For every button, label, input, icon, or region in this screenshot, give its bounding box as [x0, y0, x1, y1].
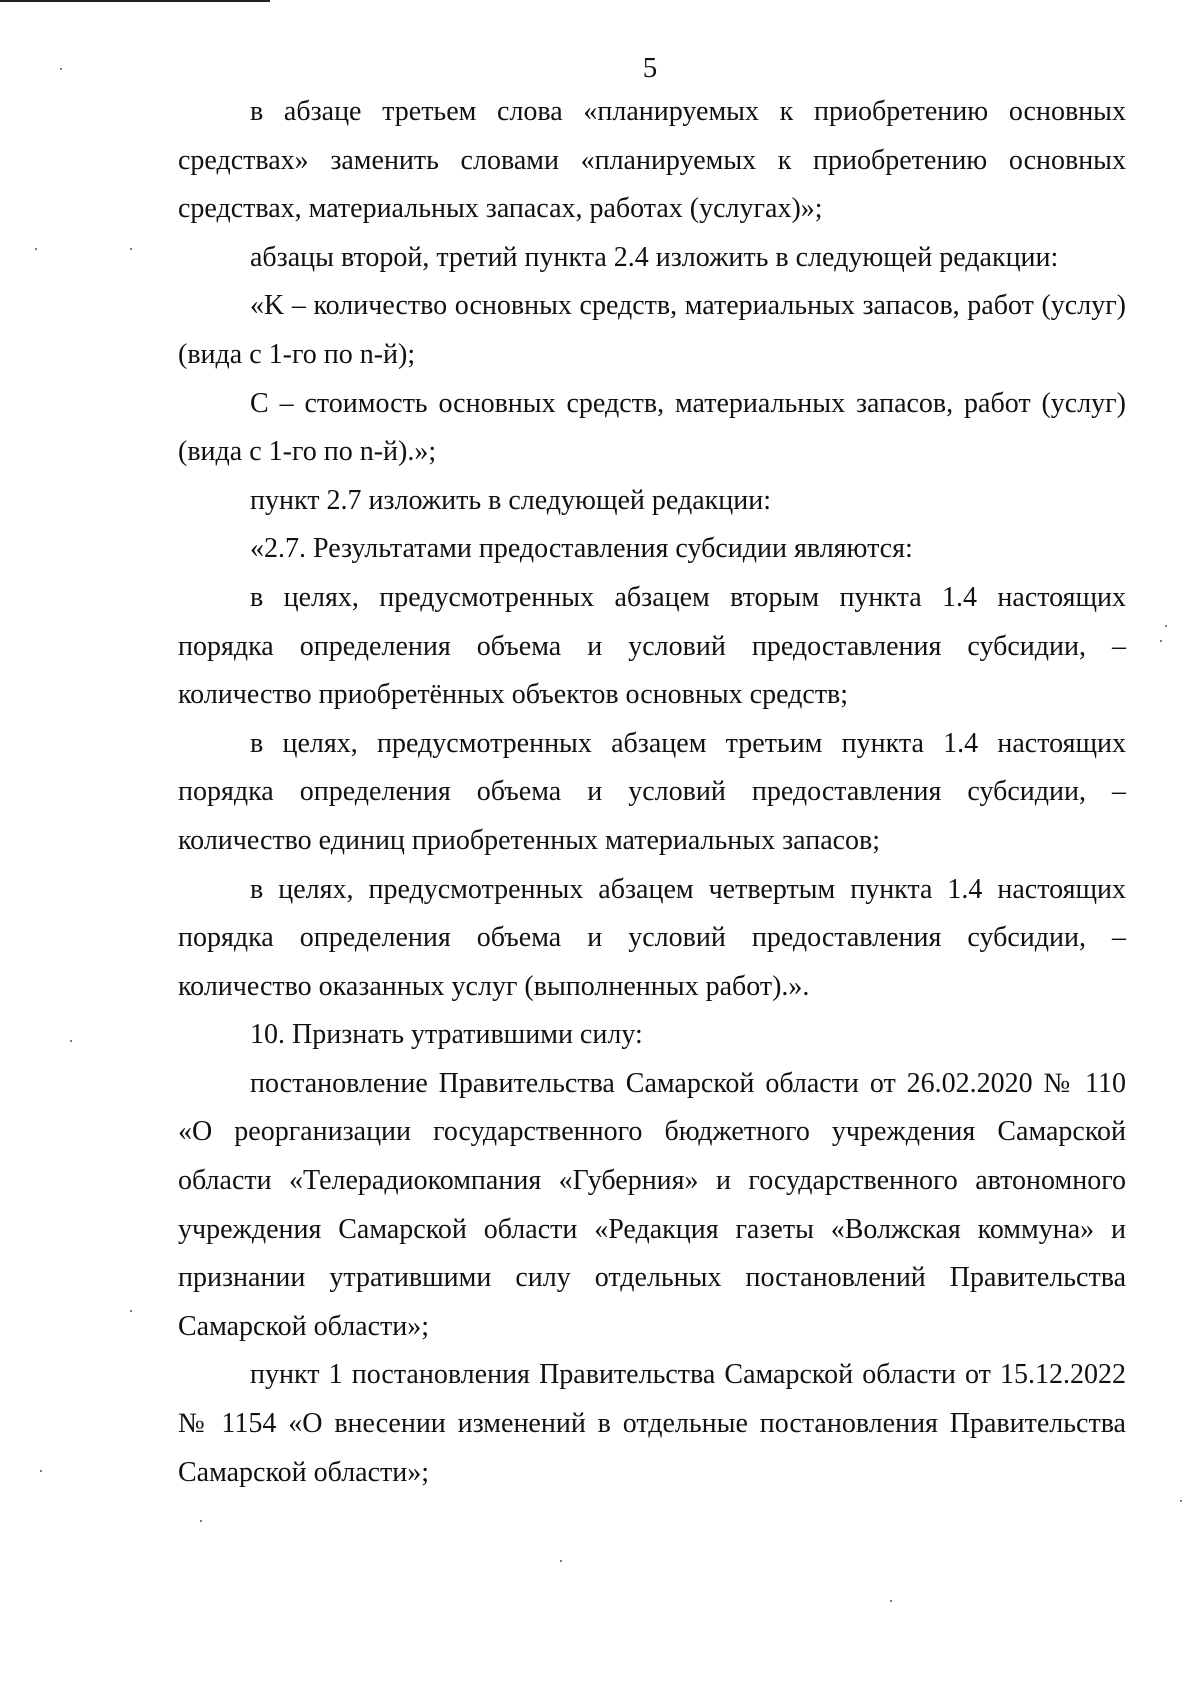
- scan-speck: [130, 248, 132, 250]
- paragraph: пункт 2.7 изложить в следующей редакции:: [250, 484, 771, 516]
- document-body: [178, 88, 1126, 1497]
- paragraph: абзацы второй, третий пункта 2.4 изложить в следующей редакции:: [250, 241, 1059, 273]
- page-number: 5: [642, 52, 658, 84]
- paragraph: «K – количество основных средств, материальных запасов, работ (услуг) (вида с 1-го по n-й);: [178, 290, 1126, 370]
- paragraph: 10. Признать утратившими силу:: [250, 1019, 643, 1051]
- paragraph: C – стоимость основных средств, материальных запасов, работ (услуг) (вида с 1-го по n-й).»;: [178, 387, 1126, 468]
- scan-speck: [130, 1310, 132, 1312]
- paragraph: пункт 1 постановления Правительства Самарской области от 15.12.2022 № 1154 «О внесении изменений в отдельные постановления Правительства Самарской области»;: [178, 1359, 1126, 1488]
- scan-edge-line: [0, 0, 270, 2]
- paragraph: постановление Правительства Самарской области от 26.02.2020 № 110 «О реорганизации государственного бюджетного учреждения Самарской области «Телерадиокомпания «Губерния» и государственного автономного учреждения Самарской области «Редакция газеты «Волжская коммуна» и признании утратившими силу отдельных постановлений Правительства Самарской области»;: [178, 1067, 1126, 1342]
- scan-speck: [200, 1520, 202, 1522]
- scan-speck: [1180, 1500, 1182, 1502]
- scan-speck: [70, 1040, 72, 1042]
- paragraph: в целях, предусмотренных абзацем вторым пункта 1.4 настоящих порядка определения объема и условий предоставления субсидии, – количество приобретённых объектов основных средств;: [178, 581, 1126, 711]
- scan-speck: [40, 1470, 42, 1472]
- scan-speck: [560, 1560, 562, 1562]
- scan-speck: [890, 1600, 892, 1602]
- scan-speck: [35, 248, 37, 250]
- scan-speck: [60, 68, 62, 70]
- paragraph: в абзаце третьем слова «планируемых к приобретению основных средствах» заменить словами «планируемых к приобретению основных средствах, материальных запасах, работах (услугах)»;: [178, 96, 1126, 225]
- scan-speck: [1160, 640, 1162, 642]
- scan-speck: [1165, 625, 1167, 627]
- paragraph: «2.7. Результатами предоставления субсидии являются:: [250, 533, 913, 565]
- paragraph: в целях, предусмотренных абзацем четвертым пункта 1.4 настоящих порядка определения объема и условий предоставления субсидии, – количество оказанных услуг (выполненных работ).».: [178, 873, 1126, 1002]
- paragraph: в целях, предусмотренных абзацем третьим пункта 1.4 настоящих порядка определения объема и условий предоставления субсидии, – количество единиц приобретенных материальных запасов;: [178, 727, 1126, 856]
